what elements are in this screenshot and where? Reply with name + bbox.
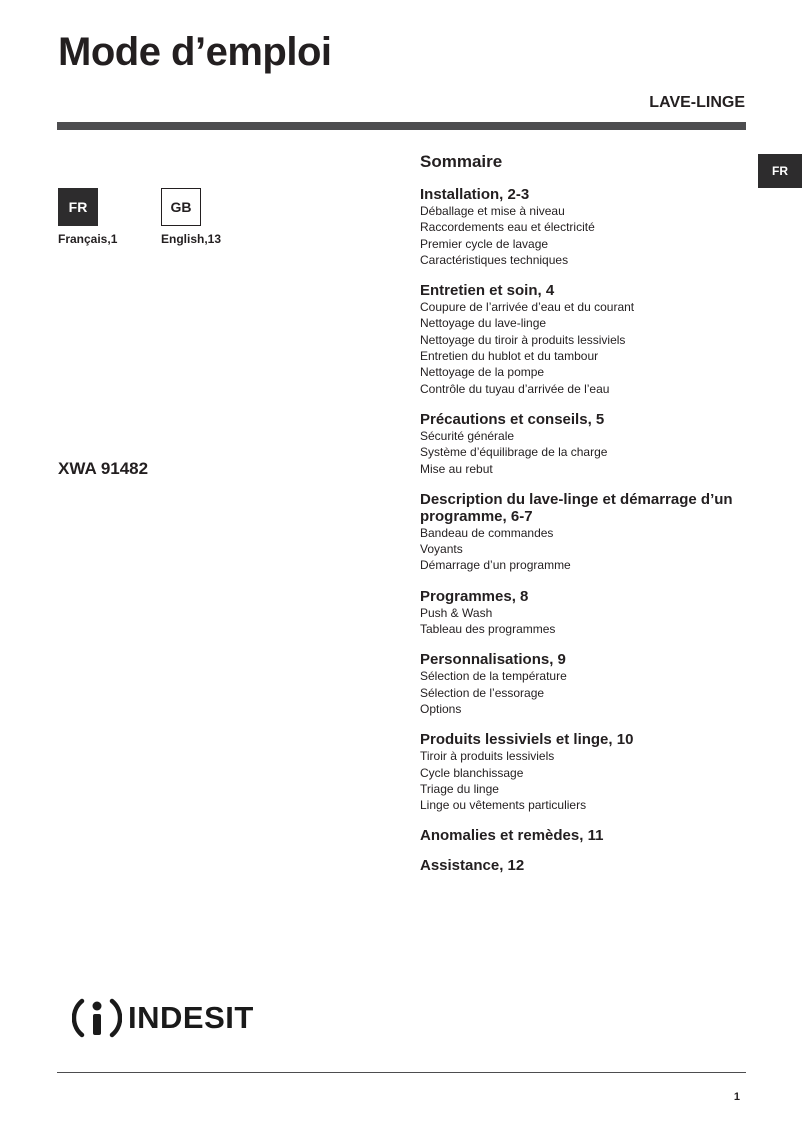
toc-section-title[interactable]: Installation, 2-3 <box>420 186 530 203</box>
language-code-fr: FR <box>58 188 98 226</box>
toc-section-title[interactable]: Description du lave-linge et démarrage d’un programme, 6-7 <box>420 490 733 525</box>
toc-section <box>420 411 750 477</box>
toc-section <box>420 588 750 638</box>
toc-item[interactable]: Sécurité générale <box>420 428 515 443</box>
toc-item[interactable]: Premier cycle de lavage <box>420 236 549 251</box>
toc-item[interactable]: Nettoyage de la pompe <box>420 365 545 380</box>
toc-section <box>420 857 750 874</box>
toc-section-title[interactable]: Assistance, 12 <box>420 857 525 875</box>
toc-sections <box>420 186 750 874</box>
toc-section <box>420 282 750 397</box>
toc-item[interactable]: Bandeau de commandes <box>420 525 554 540</box>
toc-item[interactable]: Sélection de l’essorage <box>420 685 545 700</box>
indesit-logo-icon <box>72 993 122 1043</box>
toc-item[interactable]: Linge ou vêtements particuliers <box>420 798 587 813</box>
toc-item[interactable]: Déballage et mise à niveau <box>420 204 565 218</box>
toc-item[interactable]: Voyants <box>420 542 463 557</box>
toc-section <box>420 827 750 844</box>
toc-section-title[interactable]: Personnalisations, 9 <box>420 651 566 669</box>
header-divider <box>57 122 746 130</box>
toc-item[interactable]: Tiroir à produits lessiviels <box>420 749 555 764</box>
brand-logo <box>72 993 254 1043</box>
toc-item[interactable]: Système d’équilibrage de la charge <box>420 445 608 460</box>
toc-item[interactable]: Tableau des programmes <box>420 622 556 637</box>
toc-item[interactable]: Contrôle du tuyau d’arrivée de l’eau <box>420 381 610 396</box>
table-of-contents <box>420 152 750 887</box>
model-number: XWA 91482 <box>58 459 149 478</box>
toc-item[interactable]: Cycle blanchissage <box>420 765 524 780</box>
toc-item[interactable]: Caractéristiques techniques <box>420 252 569 267</box>
page-title: Mode d’emploi <box>58 30 332 74</box>
toc-section <box>420 491 750 574</box>
toc-section-title[interactable]: Entretien et soin, 4 <box>420 282 555 300</box>
toc-section-title[interactable]: Produits lessiviels et linge, 10 <box>420 731 634 749</box>
toc-section <box>420 186 750 268</box>
toc-item[interactable]: Nettoyage du tiroir à produits lessiviels <box>420 332 626 347</box>
toc-item[interactable]: Sélection de la température <box>420 669 567 684</box>
product-type: LAVE-LINGE <box>649 94 745 111</box>
language-label-gb: English,13 <box>161 232 222 246</box>
language-code-gb: GB <box>161 188 201 226</box>
toc-heading: Sommaire <box>420 152 503 171</box>
toc-section-title[interactable]: Programmes, 8 <box>420 587 529 605</box>
toc-item[interactable]: Coupure de l’arrivée d’eau et du courant <box>420 300 635 315</box>
brand-name: INDESIT <box>128 1000 254 1035</box>
language-option-gb[interactable] <box>161 188 221 246</box>
toc-section <box>420 651 750 717</box>
toc-item[interactable]: Nettoyage du lave-linge <box>420 316 547 331</box>
side-language-tab[interactable]: FR <box>758 154 802 188</box>
toc-item[interactable]: Entretien du hublot et du tambour <box>420 349 599 364</box>
footer-divider <box>57 1072 746 1073</box>
toc-item[interactable]: Mise au rebut <box>420 461 493 476</box>
toc-item[interactable]: Push & Wash <box>420 605 493 620</box>
toc-section-title[interactable]: Anomalies et remèdes, 11 <box>420 827 604 845</box>
toc-item[interactable]: Triage du linge <box>420 781 499 796</box>
toc-section <box>420 731 750 813</box>
language-label-fr: Français,1 <box>58 232 118 246</box>
toc-section-title[interactable]: Précautions et conseils, 5 <box>420 410 605 428</box>
toc-item[interactable]: Raccordements eau et électricité <box>420 220 595 235</box>
page-number: 1 <box>733 1091 740 1103</box>
toc-item[interactable]: Options <box>420 701 462 716</box>
language-option-fr[interactable] <box>58 188 117 246</box>
toc-item[interactable]: Démarrage d’un programme <box>420 558 571 573</box>
